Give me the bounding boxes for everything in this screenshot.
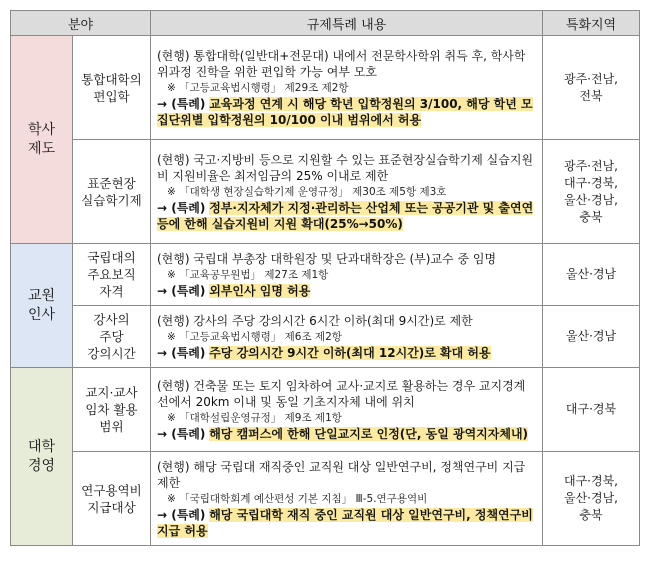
special-text: 해당 국립대학 재직 중인 교직원 대상 일반연구비, 정책연구비 지급 허용	[157, 507, 533, 538]
regulation-table	[10, 10, 640, 546]
reference-text: ※ 「대학설립운영규정」 제9조 제1항	[167, 411, 342, 424]
item-label: 연구용역비 지급대상	[73, 452, 151, 546]
current-text: (현행) 통합대학(일반대+전문대) 내에서 전문학사학위 취득 후, 학사학위과정 진학을 위한 편입학 가능 여부 모호	[157, 48, 526, 79]
content-cell	[151, 452, 543, 546]
region-cell: 광주·전남, 대구·경북, 울산·경남, 충북	[543, 140, 640, 244]
special-prefix: → (특례)	[157, 426, 206, 441]
current-text: (현행) 건축물 또는 토지 임차하여 교사·교지로 활용하는 경우 교지경계선에서 20km 이내 및 동일 기초지자체 내에 위치	[157, 378, 526, 409]
header-field: 분야	[11, 11, 151, 36]
section-label-management: 대학 경영	[11, 368, 73, 546]
reference-text: ※ 「국립대학회계 예산편성 기본 지침」 Ⅲ-5.연구용역비	[167, 492, 428, 505]
table-row	[11, 244, 640, 306]
special-prefix: → (특례)	[157, 507, 206, 522]
section-label-faculty: 교원 인사	[11, 244, 73, 368]
reference-text: ※ 「고등교육법시행령」 제6조 제2항	[167, 330, 342, 343]
region-cell: 울산·경남	[543, 306, 640, 368]
special-text: 외부인사 임명 허용	[209, 283, 311, 298]
table-row	[11, 368, 640, 452]
region-cell: 광주·전남, 전북	[543, 36, 640, 140]
reference-text: ※ 「교육공무원법」 제27조 제1항	[167, 268, 329, 281]
special-text: 정부·지자체가 지정·관리하는 산업체 또는 공공기관 및 출연연 등에 한해 실습지원비 지원 확대(25%→50%)	[157, 200, 534, 231]
special-text: 해당 캠퍼스에 한해 단일교지로 인정(단, 동일 광역지자체내)	[209, 426, 529, 441]
item-label: 통합대학의 편입학	[73, 36, 151, 140]
region-cell: 대구·경북	[543, 368, 640, 452]
item-label: 강사의 주당 강의시간	[73, 306, 151, 368]
region-cell: 대구·경북, 울산·경남, 충북	[543, 452, 640, 546]
region-cell: 울산·경남	[543, 244, 640, 306]
header-content: 규제특례 내용	[151, 11, 543, 36]
current-text: (현행) 해당 국립대 재직중인 교직원 대상 일반연구비, 정책연구비 지급 제한	[157, 459, 526, 490]
item-label: 국립대의 주요보직 자격	[73, 244, 151, 306]
current-text: (현행) 국고·지방비 등으로 지원할 수 있는 표준현장실습학기제 실습지원비 지원비율은 최저임금의 25% 이내로 제한	[157, 152, 534, 183]
special-prefix: → (특례)	[157, 283, 206, 298]
reference-text: ※ 「고등교육법시행령」 제29조 제2항	[167, 81, 349, 94]
table-row	[11, 452, 640, 546]
special-text: 주당 강의시간 9시간 이하(최대 12시간)로 확대 허용	[209, 345, 491, 360]
content-cell	[151, 368, 543, 452]
special-prefix: → (특례)	[157, 200, 206, 215]
header-region: 특화지역	[543, 11, 640, 36]
special-prefix: → (특례)	[157, 96, 206, 111]
header-row	[11, 11, 640, 36]
special-text: 교육과정 연계 시 해당 학년 입학정원의 3/100, 해당 학년 모집단위별 입학정원의 10/100 이내 범위에서 허용	[157, 96, 533, 127]
reference-text: ※ 「대학생 현장실습학기제 운영규정」 제30조 제5항 제3호	[167, 185, 447, 198]
table-row	[11, 36, 640, 140]
content-cell	[151, 306, 543, 368]
current-text: (현행) 국립대 부총장 대학원장 및 단과대학장은 (부)교수 중 임명	[157, 251, 497, 266]
content-cell	[151, 140, 543, 244]
table-row	[11, 140, 640, 244]
item-label: 표준현장 실습학기제	[73, 140, 151, 244]
content-cell	[151, 244, 543, 306]
content-cell	[151, 36, 543, 140]
table-row	[11, 306, 640, 368]
item-label: 교지·교사 임차 활용 범위	[73, 368, 151, 452]
special-prefix: → (특례)	[157, 345, 206, 360]
section-label-academic: 학사 제도	[11, 36, 73, 244]
current-text: (현행) 강사의 주당 강의시간 6시간 이하(최대 9시간)로 제한	[157, 313, 473, 328]
